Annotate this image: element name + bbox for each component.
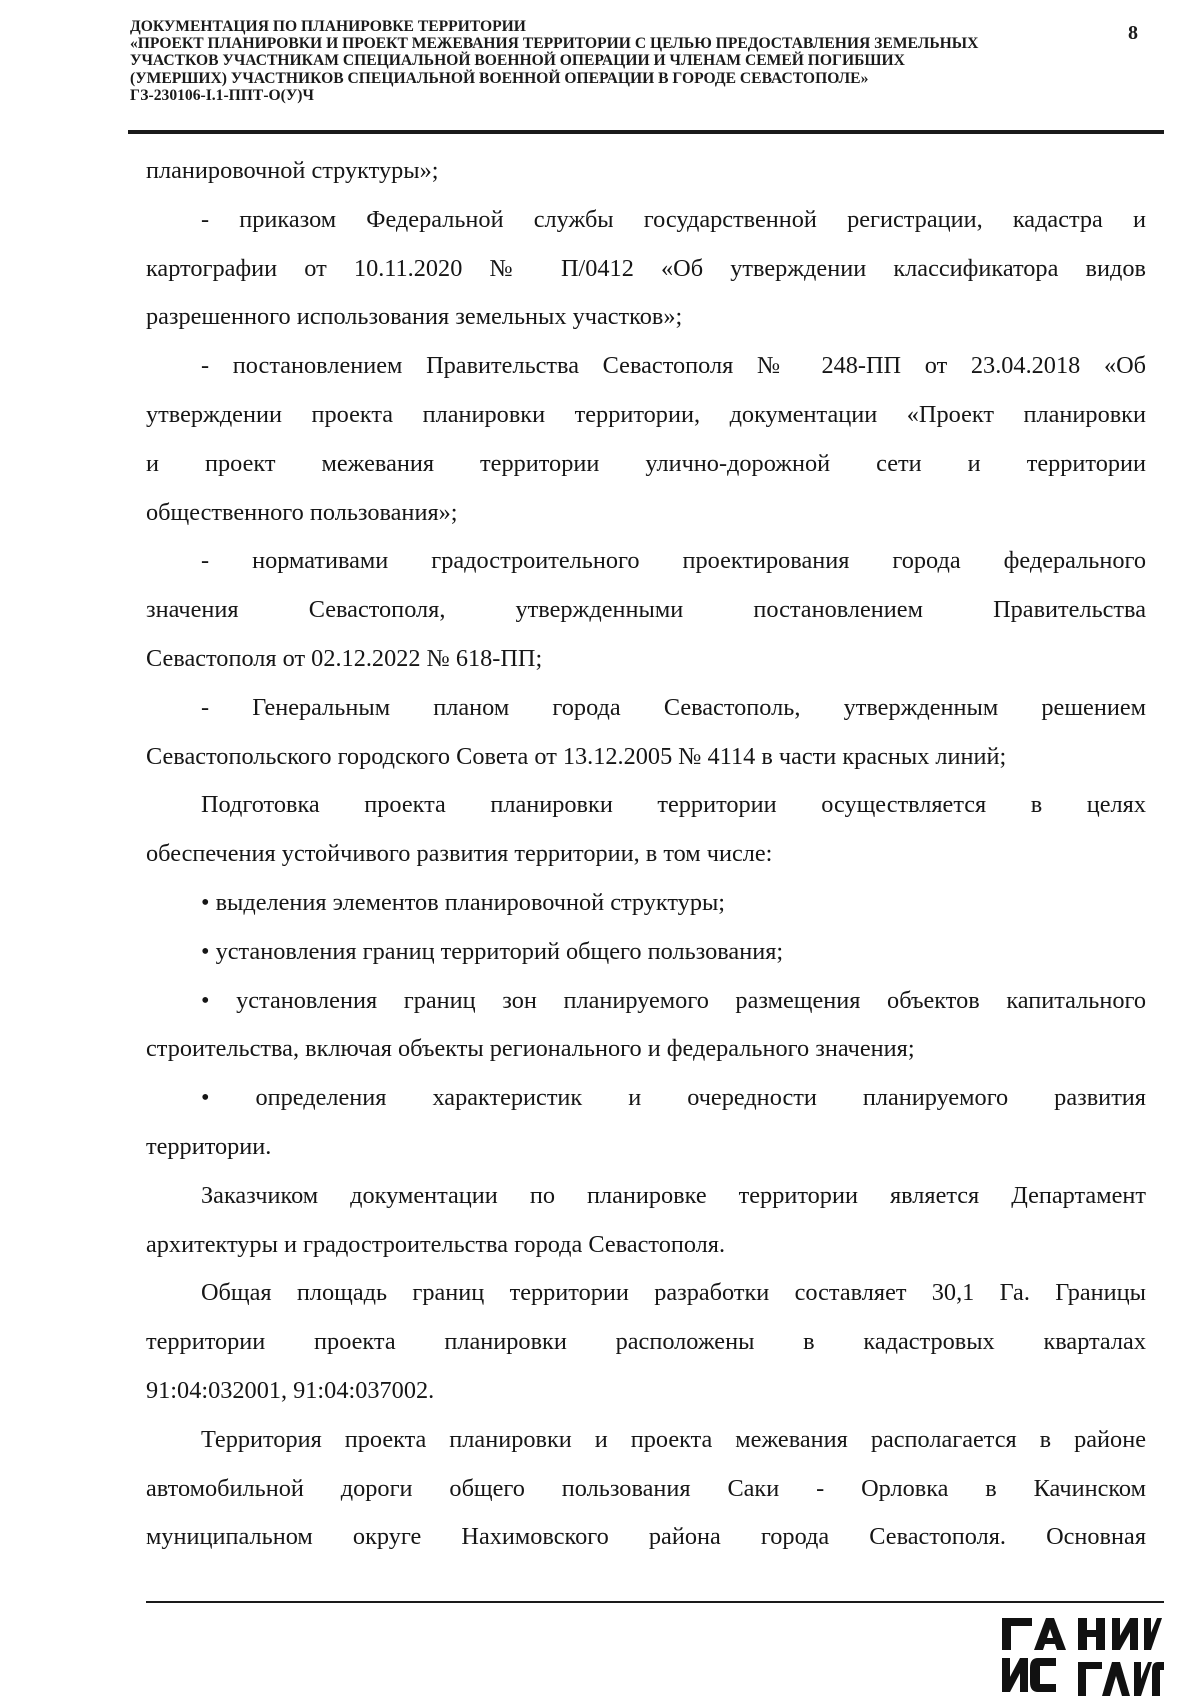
text-line: 91:04:032001, 91:04:037002.: [146, 1376, 435, 1404]
text-line: утверждении проекта планировки территории, документации «Проект планировки: [146, 400, 1146, 428]
header-line: ДОКУМЕНТАЦИЯ ПО ПЛАНИРОВКЕ ТЕРРИТОРИИ: [130, 18, 526, 35]
list-item: • установления границ зон планируемого размещения объектов капитального: [201, 986, 1146, 1014]
text-line: - Генеральным планом города Севастополь, утвержденным решением: [201, 693, 1146, 721]
text-line: территории.: [146, 1132, 272, 1160]
header-line: УЧАСТКОВ УЧАСТНИКАМ СПЕЦИАЛЬНОЙ ВОЕННОЙ ОПЕРАЦИИ И ЧЛЕНАМ СЕМЕЙ ПОГИБШИХ: [130, 52, 905, 70]
text-line: - нормативами градостроительного проектирования города федерального: [201, 547, 1146, 575]
text-line: Севастопольского городского Совета от 13.12.2005 № 4114 в части красных линий;: [146, 742, 1007, 770]
text-line: - постановлением Правительства Севастополя № 248-ПП от 23.04.2018 «Об: [201, 352, 1146, 380]
header-divider: [128, 130, 1164, 134]
logo-mark: [994, 1612, 1164, 1696]
page-number: 8: [1128, 22, 1138, 44]
text-line: автомобильной дороги общего пользования Саки - Орловка в Качинском: [146, 1474, 1146, 1502]
text-line: обеспечения устойчивого развития территории, в том числе:: [146, 840, 773, 868]
text-line: Общая площадь границ территории разработки составляет 30,1 Га. Границы: [201, 1279, 1146, 1307]
organization-logo: [994, 1612, 1164, 1696]
text-line: муниципальном округе Нахимовского района города Севастополя. Основная: [146, 1523, 1146, 1551]
document-body: [146, 147, 1146, 1562]
text-line: Территория проекта планировки и проекта межевания располагается в районе: [201, 1425, 1146, 1453]
text-line: территории проекта планировки расположены в кадастровых кварталах: [146, 1328, 1146, 1356]
header-line: ГЗ-230106-I.1-ППТ-О(У)Ч: [130, 86, 314, 104]
footer-divider: [146, 1601, 1164, 1603]
list-item: • определения характеристик и очередности планируемого развития: [201, 1084, 1146, 1112]
header-line: «ПРОЕКТ ПЛАНИРОВКИ И ПРОЕКТ МЕЖЕВАНИЯ ТЕРРИТОРИИ С ЦЕЛЬЮ ПРЕДОСТАВЛЕНИЯ ЗЕМЕЛЬНЫХ: [130, 35, 979, 53]
text-line: строительства, включая объекты регионального и федерального значения;: [146, 1035, 915, 1063]
text-line: разрешенного использования земельных участков»;: [146, 303, 683, 331]
text-line: значения Севастополя, утвержденными постановлением Правительства: [146, 596, 1146, 624]
text-line: Севастополя от 02.12.2022 № 618-ПП;: [146, 644, 543, 672]
text-line: картографии от 10.11.2020 № П/0412 «Об утверждении классификатора видов: [146, 254, 1146, 282]
text-line: планировочной структуры»;: [146, 157, 439, 184]
header-line: (УМЕРШИХ) УЧАСТНИКОВ СПЕЦИАЛЬНОЙ ВОЕННОЙ ОПЕРАЦИИ В ГОРОДЕ СЕВАСТОПОЛЕ»: [130, 69, 869, 87]
document-header: [130, 18, 1090, 104]
list-item: • установления границ территорий общего пользования;: [201, 937, 784, 965]
text-line: и проект межевания территории улично-дорожной сети и территории: [146, 449, 1146, 477]
text-line: - приказом Федеральной службы государственной регистрации, кадастра и: [201, 205, 1146, 233]
text-line: Заказчиком документации по планировке территории является Департамент: [201, 1181, 1146, 1209]
text-line: Подготовка проекта планировки территории осуществляется в целях: [201, 791, 1146, 819]
list-item: • выделения элементов планировочной структуры;: [201, 888, 726, 916]
text-line: общественного пользования»;: [146, 498, 458, 526]
text-line: архитектуры и градостроительства города Севастополя.: [146, 1230, 726, 1258]
